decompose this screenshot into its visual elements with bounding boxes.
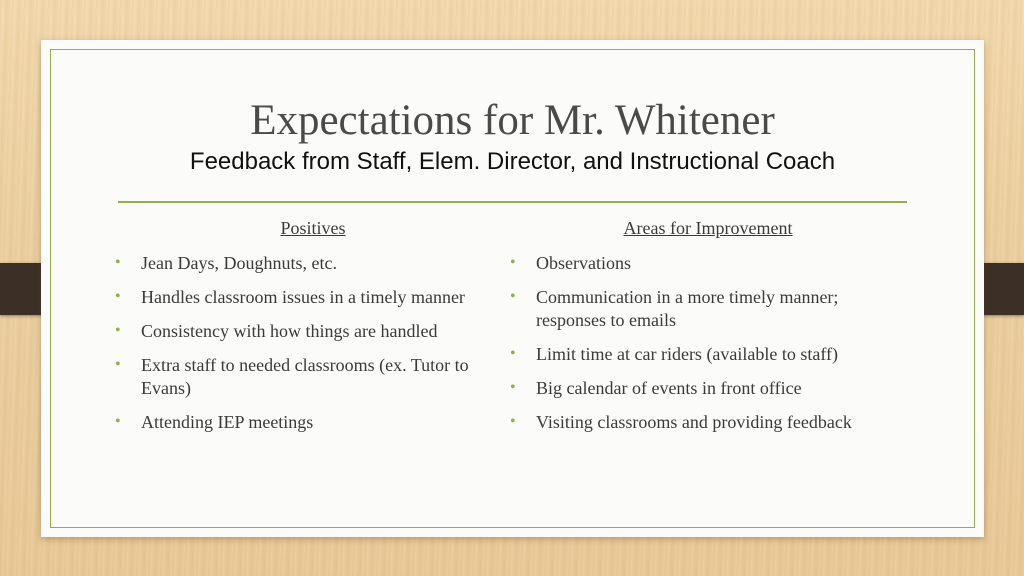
list-item-text: Extra staff to needed classrooms (ex. Tutor to Evans) <box>141 355 469 398</box>
bullet-icon: • <box>115 322 121 339</box>
bullet-icon: • <box>115 413 121 430</box>
list-item <box>113 320 513 343</box>
improvements-column <box>508 216 908 445</box>
positives-column <box>113 216 513 445</box>
list-item <box>113 286 513 309</box>
slide-subtitle: Feedback from Staff, Elem. Director, and Instructional Coach <box>189 148 836 175</box>
list-item-text: Communication in a more timely manner; responses to emails <box>536 287 839 330</box>
bullet-icon: • <box>510 413 516 430</box>
title-divider <box>118 201 907 203</box>
bullet-icon: • <box>115 288 121 305</box>
improvements-heading: Areas for Improvement <box>623 218 793 238</box>
list-item <box>508 343 908 366</box>
list-item <box>508 286 908 332</box>
bullet-icon: • <box>510 254 516 271</box>
bullet-icon: • <box>510 345 516 362</box>
list-item-text: Visiting classrooms and providing feedback <box>536 412 852 432</box>
bullet-icon: • <box>510 379 516 396</box>
list-item <box>508 411 908 434</box>
positives-list <box>113 252 513 434</box>
list-item <box>113 411 513 434</box>
list-item-text: Handles classroom issues in a timely manner <box>141 287 465 307</box>
list-item-text: Consistency with how things are handled <box>141 321 438 341</box>
slide-card <box>41 40 984 537</box>
list-item-text: Jean Days, Doughnuts, etc. <box>141 253 337 273</box>
list-item <box>508 252 908 275</box>
list-item <box>113 354 513 400</box>
bullet-icon: • <box>115 356 121 373</box>
list-item <box>508 377 908 400</box>
slide-title: Expectations for Mr. Whitener <box>250 97 775 144</box>
bullet-icon: • <box>510 288 516 305</box>
list-item-text: Attending IEP meetings <box>141 412 314 432</box>
improvements-list <box>508 252 908 434</box>
positives-heading: Positives <box>280 218 346 238</box>
list-item-text: Observations <box>536 253 631 273</box>
list-item <box>113 252 513 275</box>
bullet-icon: • <box>115 254 121 271</box>
list-item-text: Big calendar of events in front office <box>536 378 802 398</box>
list-item-text: Limit time at car riders (available to staff) <box>536 344 839 364</box>
